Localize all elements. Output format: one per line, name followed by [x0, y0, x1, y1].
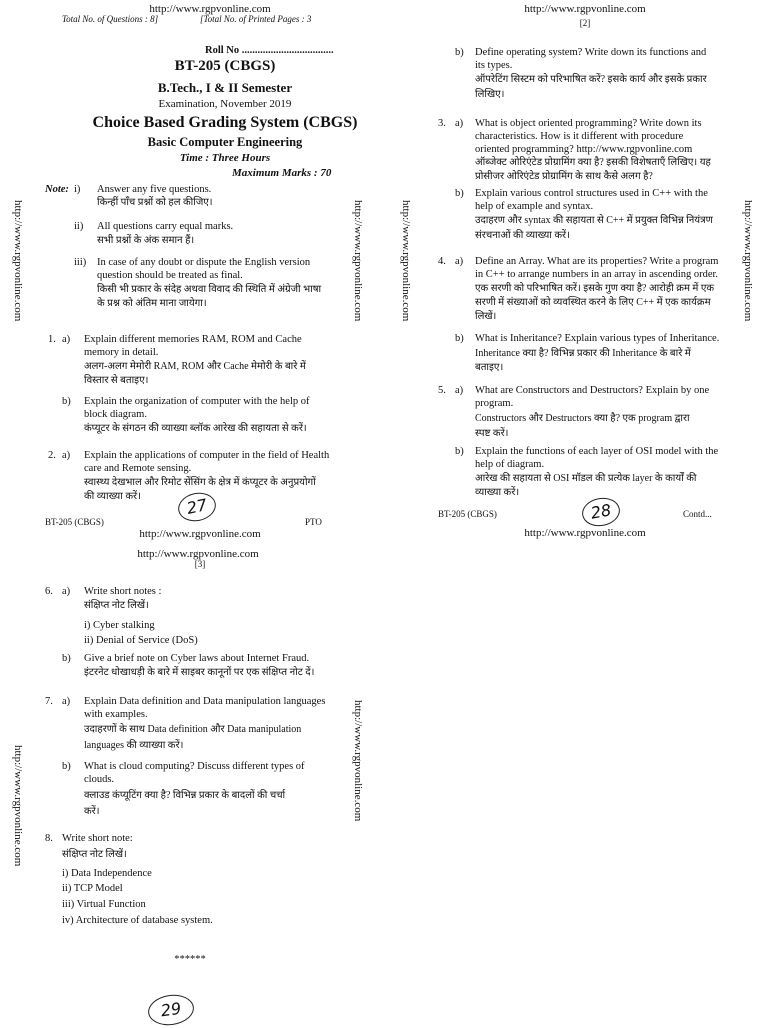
question-text-hindi: संक्षिप्त नोट लिखें।	[62, 849, 127, 860]
question-text: oriented programming? http://www.rgpvonline.com	[475, 144, 693, 155]
question-text: characteristics. How is it different with procedure	[475, 131, 684, 142]
note-text-hindi: किन्हीं पाँच प्रश्नों को हल कीजिए।	[97, 197, 213, 208]
watermark-vertical: http://www.rgpvonline.com	[400, 200, 412, 322]
question-text-hindi: Constructors और Destructors क्या है? एक program द्वारा	[475, 413, 690, 424]
question-text-hindi: विस्तार से बताइए।	[84, 375, 149, 386]
question-number: 2.	[48, 450, 56, 461]
note-text-hindi: सभी प्रश्नों के अंक समान हैं।	[97, 235, 195, 246]
watermark-vertical: http://www.rgpvonline.com	[352, 700, 364, 822]
question-part: a)	[455, 385, 464, 396]
question-text-hindi: संरचनाओं की व्याख्या करें।	[475, 230, 570, 241]
subject: Basic Computer Engineering	[147, 135, 303, 149]
list-item: ii) TCP Model	[62, 883, 123, 894]
question-text: care and Remote sensing.	[84, 463, 192, 474]
question-number: 6.	[45, 586, 53, 597]
end-stars: ******	[174, 954, 206, 965]
question-text-hindi: स्पष्ट करें।	[475, 428, 509, 439]
question-text-hindi: ऑब्जेक्ट ओरिएंटेड प्रोग्रामिंग क्या है? इसकी विशेषताएँ लिखिए। यह	[475, 157, 711, 168]
watermark-vertical: http://www.rgpvonline.com	[12, 745, 24, 867]
question-text-hindi: सरणी में संख्याओं को व्यवस्थित करने के लिए C++ में एक कार्यक्रम	[475, 297, 711, 308]
question-part: b)	[62, 761, 71, 772]
question-part: b)	[455, 47, 464, 58]
question-text-hindi: आरेख की सहायता से OSI मॉडल की प्रत्येक layer के कार्यों की	[475, 473, 697, 484]
question-text-hindi: की व्याख्या करें।	[84, 491, 141, 502]
question-part: b)	[455, 333, 464, 344]
footer-pto: PTO	[305, 517, 322, 527]
question-text: Explain different memories RAM, ROM and Cache	[84, 334, 302, 345]
question-text: Write short notes :	[84, 586, 162, 597]
note-text-hindi: किसी भी प्रकार के संदेह अथवा विवाद की स्थिति में अंग्रेजी भाषा	[97, 284, 322, 295]
question-text: Write short note:	[62, 833, 133, 844]
question-text: program.	[475, 398, 514, 409]
page3-url-top[interactable]: http://www.rgpvonline.com	[137, 548, 259, 560]
note-text: question should be treated as final.	[97, 270, 243, 281]
question-text: What is cloud computing? Discuss different types of	[84, 761, 305, 772]
page1-url-top[interactable]: http://www.rgpvonline.com	[149, 3, 271, 15]
page1-url-bottom[interactable]: http://www.rgpvonline.com	[139, 528, 261, 540]
question-text: clouds.	[84, 774, 115, 785]
question-text-hindi: लिखें।	[475, 311, 497, 322]
question-text-hindi: लिखिए।	[475, 89, 505, 100]
question-text: help of diagram.	[475, 459, 545, 470]
question-text-hindi: क्लाउड कंप्यूटिंग क्या है? विभिन्न प्रकार के बादलों की चर्चा	[84, 790, 286, 801]
question-text-hindi: languages की व्याख्या करें।	[84, 740, 184, 751]
question-text-hindi: इंटरनेट धोखाधड़ी के बारे में साइबर कानूनों पर एक संक्षिप्त नोट दें।	[84, 667, 315, 678]
note-text: Answer any five questions.	[97, 184, 212, 195]
question-part: a)	[62, 696, 71, 707]
page2-url-bottom[interactable]: http://www.rgpvonline.com	[524, 527, 646, 539]
question-part: b)	[455, 446, 464, 457]
question-text: Explain Data definition and Data manipulation languages	[84, 696, 326, 707]
question-text-hindi: Inheritance क्या है? विभिन्न प्रकार की Inheritance के बारे में	[475, 348, 691, 359]
note-text: In case of any doubt or dispute the English version	[97, 257, 311, 268]
question-part: b)	[62, 396, 71, 407]
list-item: ii) Denial of Service (DoS)	[84, 635, 198, 646]
question-text: What is object oriented programming? Write down its	[475, 118, 702, 129]
list-item: i) Data Independence	[62, 868, 152, 879]
question-text: Explain the functions of each layer of OSI model with the	[475, 446, 719, 457]
question-text-hindi: कंप्यूटर के संगठन की व्याख्या ब्लॉक आरेख की सहायता से करें।	[84, 423, 307, 434]
question-part: a)	[62, 586, 71, 597]
note-text-hindi: के प्रश्न को अंतिम माना जायेगा।	[97, 298, 207, 309]
question-number: 7.	[45, 696, 53, 707]
footer-contd: Contd...	[683, 509, 712, 519]
handwritten-page-number: 29	[146, 992, 196, 1028]
page2-url-top[interactable]: http://www.rgpvonline.com	[524, 3, 646, 15]
roll-no: Roll No ...................................	[205, 45, 334, 56]
question-number: 5.	[438, 385, 446, 396]
exam: Examination, November 2019	[158, 98, 292, 110]
total-questions: Total No. of Questions : 8]	[62, 14, 159, 24]
note-text: All questions carry equal marks.	[97, 221, 234, 232]
course: B.Tech., I & II Semester	[157, 80, 293, 95]
max-marks: Maximum Marks : 70	[232, 167, 332, 179]
note-num: iii)	[74, 257, 87, 268]
question-text: Explain the applications of computer in the field of Health	[84, 450, 330, 461]
note-label: Note:	[45, 184, 69, 195]
total-pages: [Total No. of Printed Pages : 3	[200, 14, 312, 24]
question-text-hindi: बताइए।	[475, 362, 504, 373]
question-text: help of example and syntax.	[475, 201, 594, 212]
question-part: a)	[455, 118, 464, 129]
handwritten-page-number: 28	[580, 495, 622, 529]
question-text-hindi: अलग-अलग मेमोरी RAM, ROM और Cache मेमोरी के बारे में	[84, 361, 306, 372]
question-text: Give a brief note on Cyber laws about Internet Fraud.	[84, 653, 310, 664]
question-text-hindi: प्रोसीजर ओरिएंटेड प्रोग्रामिंग के साथ कैसे अलग है?	[475, 171, 653, 182]
footer-code: BT-205 (CBGS)	[45, 517, 104, 527]
question-part: a)	[62, 450, 71, 461]
question-part: b)	[455, 188, 464, 199]
watermark-vertical: http://www.rgpvonline.com	[352, 200, 364, 322]
question-number: 1.	[48, 334, 56, 345]
question-text-hindi: व्याख्या करें।	[475, 487, 520, 498]
list-item: iv) Architecture of database system.	[62, 915, 213, 926]
question-part: a)	[455, 256, 464, 267]
list-item: iii) Virtual Function	[62, 899, 146, 910]
question-text: What are Constructors and Destructors? Explain by one	[475, 385, 710, 396]
question-number: 3.	[438, 118, 446, 129]
question-part: a)	[62, 334, 71, 345]
time: Time : Three Hours	[179, 152, 271, 164]
note-num: ii)	[74, 221, 84, 232]
question-text-hindi: उदाहरणों के साथ Data definition और Data manipulation	[84, 724, 302, 735]
page-number: [2]	[579, 18, 591, 28]
question-text-hindi: ऑपरेटिंग सिस्टम को परिभाषित करें? इसके कार्य और इसके प्रकार	[475, 74, 707, 85]
question-text: Define operating system? Write down its functions and	[475, 47, 707, 58]
question-text: in C++ to arrange numbers in an array in ascending order.	[475, 269, 719, 280]
handwritten-page-number: 27	[176, 489, 219, 524]
question-text: block diagram.	[84, 409, 147, 420]
question-text: What is Inheritance? Explain various types of Inheritance.	[475, 333, 720, 344]
grading-system: Choice Based Grading System (CBGS)	[92, 114, 358, 131]
question-part: b)	[62, 653, 71, 664]
question-number: 8.	[45, 833, 53, 844]
question-text: Explain various control structures used in C++ with the	[475, 188, 708, 199]
question-text: its types.	[475, 60, 513, 71]
question-text-hindi: उदाहरण और syntax की सहायता से C++ में प्रयुक्त विभिन्न नियंत्रण	[475, 215, 713, 226]
paper-code: BT-205 (CBGS)	[174, 58, 276, 74]
page-number: [3]	[194, 559, 206, 569]
question-text: memory in detail.	[84, 347, 159, 358]
watermark-vertical: http://www.rgpvonline.com	[742, 200, 754, 322]
question-text-hindi: संक्षिप्त नोट लिखें।	[84, 600, 149, 611]
list-item: i) Cyber stalking	[84, 620, 155, 631]
footer-code: BT-205 (CBGS)	[438, 509, 497, 519]
question-text-hindi: करें।	[84, 806, 100, 817]
question-text-hindi: स्वास्थ्य देखभाल और रिमोट सेंसिंग के क्षेत्र में कंप्यूटर के अनुप्रयोगों	[84, 477, 316, 488]
question-text: with examples.	[84, 709, 148, 720]
note-num: i)	[74, 184, 81, 195]
question-text: Explain the organization of computer with the help of	[84, 396, 310, 407]
question-number: 4.	[438, 256, 446, 267]
question-text-hindi: एक सरणी को परिभाषित करें। इसके गुण क्या है? आरोही क्रम में एक	[475, 283, 715, 294]
watermark-vertical: http://www.rgpvonline.com	[12, 200, 24, 322]
question-text: Define an Array. What are its properties? Write a program	[475, 256, 719, 267]
